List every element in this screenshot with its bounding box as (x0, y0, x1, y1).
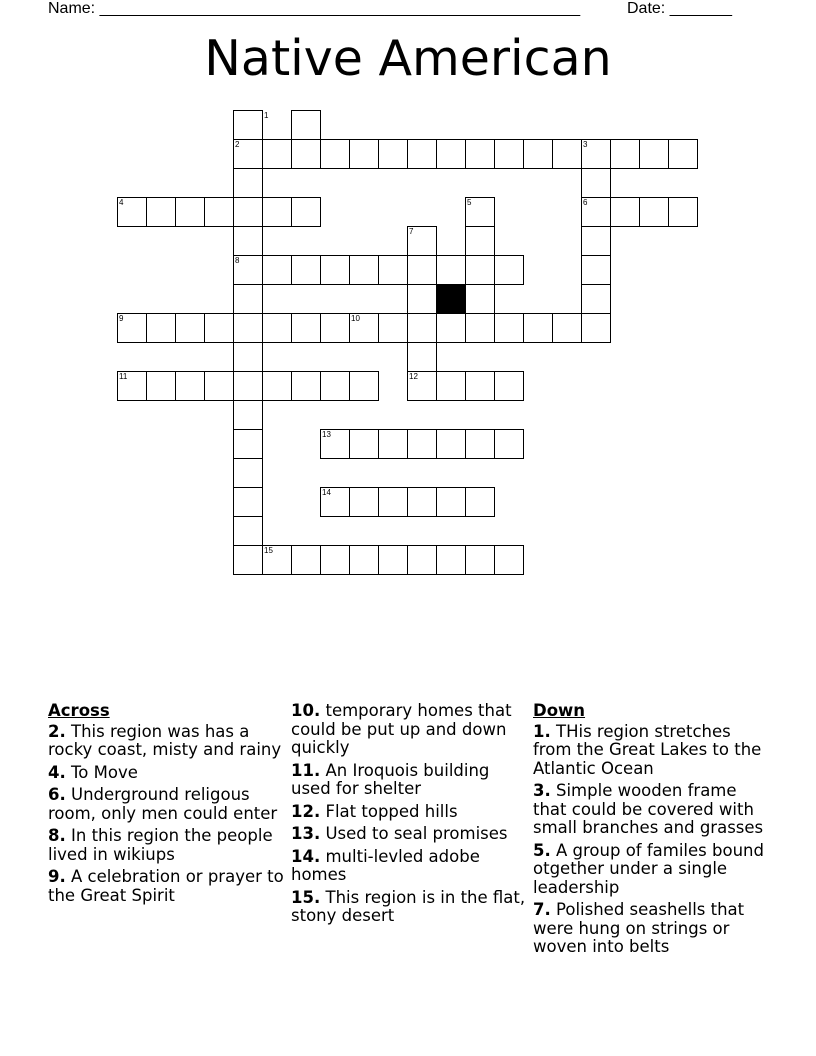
clue-text: Polished seashells that were hung on strings or woven into belts (533, 900, 745, 956)
clue-text: To Move (71, 762, 138, 782)
clue-item (48, 868, 288, 905)
grid-cell[interactable] (262, 139, 292, 169)
cell-number: 1 (264, 111, 269, 120)
grid-cell[interactable] (320, 255, 350, 285)
clue-number: 6. (48, 785, 66, 804)
cell-number: 15 (264, 546, 273, 555)
grid-cell[interactable] (233, 284, 263, 314)
clue-text: multi-levled adobe homes (291, 846, 480, 884)
clue-number: 8. (48, 826, 66, 845)
grid-cell[interactable] (407, 313, 437, 343)
grid-cell[interactable] (378, 487, 408, 517)
clue-item (291, 702, 526, 758)
grid-cell[interactable] (146, 371, 176, 401)
clue-item (533, 901, 773, 957)
grid-cell[interactable] (349, 429, 379, 459)
grid-cell[interactable] (233, 371, 263, 401)
clue-text: Flat topped hills (325, 801, 458, 821)
grid-cell[interactable] (320, 313, 350, 343)
grid-cell[interactable] (407, 545, 437, 575)
clue-item (291, 825, 526, 844)
clue-text: temporary homes that could be put up and down quickly (291, 701, 512, 757)
grid-cell[interactable] (465, 545, 495, 575)
grid-cell[interactable] (465, 139, 495, 169)
grid-cell[interactable] (610, 139, 640, 169)
grid-cell[interactable] (523, 313, 553, 343)
cell-number: 13 (322, 430, 331, 439)
grid-cell[interactable] (233, 197, 263, 227)
clue-text: An Iroquois building used for shelter (291, 760, 490, 798)
grid-cell[interactable] (233, 226, 263, 256)
clue-item (48, 786, 288, 823)
clue-number: 15. (291, 887, 321, 907)
clue-number: 7. (533, 900, 551, 919)
grid-cell[interactable] (291, 371, 321, 401)
clue-number: 14. (291, 846, 321, 866)
grid-cell[interactable] (494, 255, 524, 285)
grid-cell[interactable] (262, 255, 292, 285)
clue-text: This region was has a rocky coast, misty and rainy (48, 721, 282, 759)
clue-number: 10. (291, 701, 321, 720)
clue-item (291, 889, 526, 926)
grid-cell[interactable] (668, 197, 698, 227)
grid-cell[interactable] (262, 197, 292, 227)
grid-cell[interactable] (146, 197, 176, 227)
clue-item (291, 848, 526, 885)
grid-cell[interactable] (465, 429, 495, 459)
clue-text: Simple wooden frame that could be covered with small branches and grasses (533, 781, 764, 837)
grid-cell[interactable] (407, 139, 437, 169)
grid-cell[interactable] (233, 400, 263, 430)
grid-cell[interactable] (552, 139, 582, 169)
grid-cell[interactable] (320, 545, 350, 575)
grid-cell[interactable] (639, 197, 669, 227)
across-clues-column-1 (48, 702, 288, 909)
clue-number: 11. (291, 760, 321, 780)
clue-text: Used to seal promises (325, 824, 508, 843)
grid-cell[interactable] (291, 313, 321, 343)
grid-cell[interactable] (494, 429, 524, 459)
down-clues-column (533, 702, 773, 961)
clue-item (533, 842, 773, 898)
grid-cell[interactable] (233, 487, 263, 517)
grid-cell[interactable] (291, 545, 321, 575)
date-field-label: Date: _______ (627, 0, 732, 17)
cell-number: 8 (235, 256, 240, 265)
grid-cell[interactable] (494, 545, 524, 575)
clue-text: THis region stretches from the Great Lakes to the Atlantic Ocean (533, 721, 762, 778)
grid-cell[interactable] (581, 168, 611, 198)
grid-cell[interactable] (436, 313, 466, 343)
grid-cell[interactable] (436, 139, 466, 169)
grid-cell[interactable] (233, 429, 263, 459)
grid-cell[interactable] (378, 545, 408, 575)
grid-cell[interactable] (581, 284, 611, 314)
clue-text: A celebration or prayer to the Great Spirit (48, 867, 284, 905)
grid-cell[interactable] (494, 139, 524, 169)
grid-cell[interactable] (291, 255, 321, 285)
grid-cell[interactable] (436, 371, 466, 401)
cell-number: 12 (409, 372, 418, 381)
grid-cell[interactable] (233, 313, 263, 343)
grid-cell[interactable] (349, 255, 379, 285)
grid-cell[interactable] (291, 139, 321, 169)
grid-cell[interactable] (349, 371, 379, 401)
clue-number: 3. (533, 781, 551, 800)
clue-item (533, 723, 773, 779)
grid-cell[interactable] (610, 197, 640, 227)
grid-cell[interactable] (349, 545, 379, 575)
clue-text: This region is in the flat, stony desert (291, 887, 526, 925)
clue-text: Underground religous room, only men could enter (48, 785, 278, 823)
clue-item (48, 764, 288, 783)
grid-cell[interactable] (668, 139, 698, 169)
clue-number: 4. (48, 762, 66, 782)
grid-cell[interactable] (465, 284, 495, 314)
clue-item (48, 723, 288, 760)
grid-cell[interactable] (465, 226, 495, 256)
grid-cell[interactable] (436, 487, 466, 517)
grid-cell[interactable] (581, 226, 611, 256)
grid-cell[interactable] (175, 313, 205, 343)
cell-number: 9 (119, 314, 124, 323)
grid-cell[interactable] (233, 110, 263, 140)
grid-cell[interactable] (175, 371, 205, 401)
name-field-label: Name: ______________________________________________________ (48, 0, 581, 17)
grid-cell[interactable] (436, 429, 466, 459)
clue-text: A group of familes bound otgether under a single leadership (533, 840, 764, 897)
grid-cell[interactable] (407, 429, 437, 459)
grid-cell[interactable] (436, 545, 466, 575)
clue-item (291, 762, 526, 799)
grid-cell[interactable] (407, 255, 437, 285)
grid-cell[interactable] (407, 487, 437, 517)
grid-cell[interactable] (233, 342, 263, 372)
grid-cell[interactable] (262, 371, 292, 401)
grid-cell[interactable] (639, 139, 669, 169)
grid-cell[interactable] (320, 371, 350, 401)
cell-number: 5 (467, 198, 472, 207)
grid-cell[interactable] (175, 197, 205, 227)
grid-cell[interactable] (523, 139, 553, 169)
cell-number: 11 (119, 372, 128, 381)
grid-cell[interactable] (407, 284, 437, 314)
grid-cell[interactable] (320, 139, 350, 169)
grid-cell[interactable] (204, 313, 234, 343)
grid-cell[interactable] (204, 371, 234, 401)
clue-number: 2. (48, 721, 66, 741)
grid-cell[interactable] (262, 313, 292, 343)
cell-number: 14 (322, 488, 331, 497)
grid-cell[interactable] (494, 371, 524, 401)
grid-cell[interactable] (494, 313, 524, 343)
grid-cell[interactable] (436, 255, 466, 285)
grid-cell[interactable] (378, 139, 408, 169)
grid-cell[interactable] (465, 313, 495, 343)
grid-cell[interactable] (465, 255, 495, 285)
clue-number: 5. (533, 840, 551, 860)
grid-cell[interactable] (581, 313, 611, 343)
grid-cell[interactable] (146, 313, 176, 343)
grid-cell[interactable] (349, 139, 379, 169)
clue-item (533, 782, 773, 838)
clue-item (48, 827, 288, 864)
clue-text: In this region the people lived in wikiups (48, 826, 273, 864)
grid-cell[interactable] (233, 516, 263, 546)
clue-number: 9. (48, 867, 66, 886)
cell-number: 2 (235, 140, 240, 149)
clue-number: 1. (533, 721, 551, 741)
grid-cell[interactable] (291, 197, 321, 227)
cell-number: 3 (583, 140, 588, 149)
page-title: Native American (204, 30, 612, 87)
grid-cell[interactable] (291, 110, 321, 140)
grid-cell[interactable] (233, 458, 263, 488)
clue-item (291, 803, 526, 822)
across-clues-column-2 (291, 702, 526, 930)
cell-number: 4 (119, 198, 124, 207)
blocked-cell (436, 284, 466, 314)
clue-number: 13. (291, 824, 321, 843)
cell-number: 10 (351, 314, 360, 323)
grid-cell[interactable] (378, 255, 408, 285)
cell-number: 6 (583, 198, 588, 207)
grid-cell[interactable] (378, 429, 408, 459)
grid-cell[interactable] (465, 487, 495, 517)
grid-cell[interactable] (552, 313, 582, 343)
grid-cell[interactable] (378, 313, 408, 343)
grid-cell[interactable] (204, 197, 234, 227)
across-heading: Across (48, 701, 110, 720)
grid-cell[interactable] (233, 168, 263, 198)
grid-cell[interactable] (581, 255, 611, 285)
grid-cell[interactable] (233, 545, 263, 575)
grid-cell[interactable] (407, 342, 437, 372)
cell-number: 7 (409, 227, 414, 236)
grid-cell[interactable] (465, 371, 495, 401)
clue-number: 12. (291, 801, 321, 821)
down-heading: Down (533, 701, 586, 720)
grid-cell[interactable] (349, 487, 379, 517)
